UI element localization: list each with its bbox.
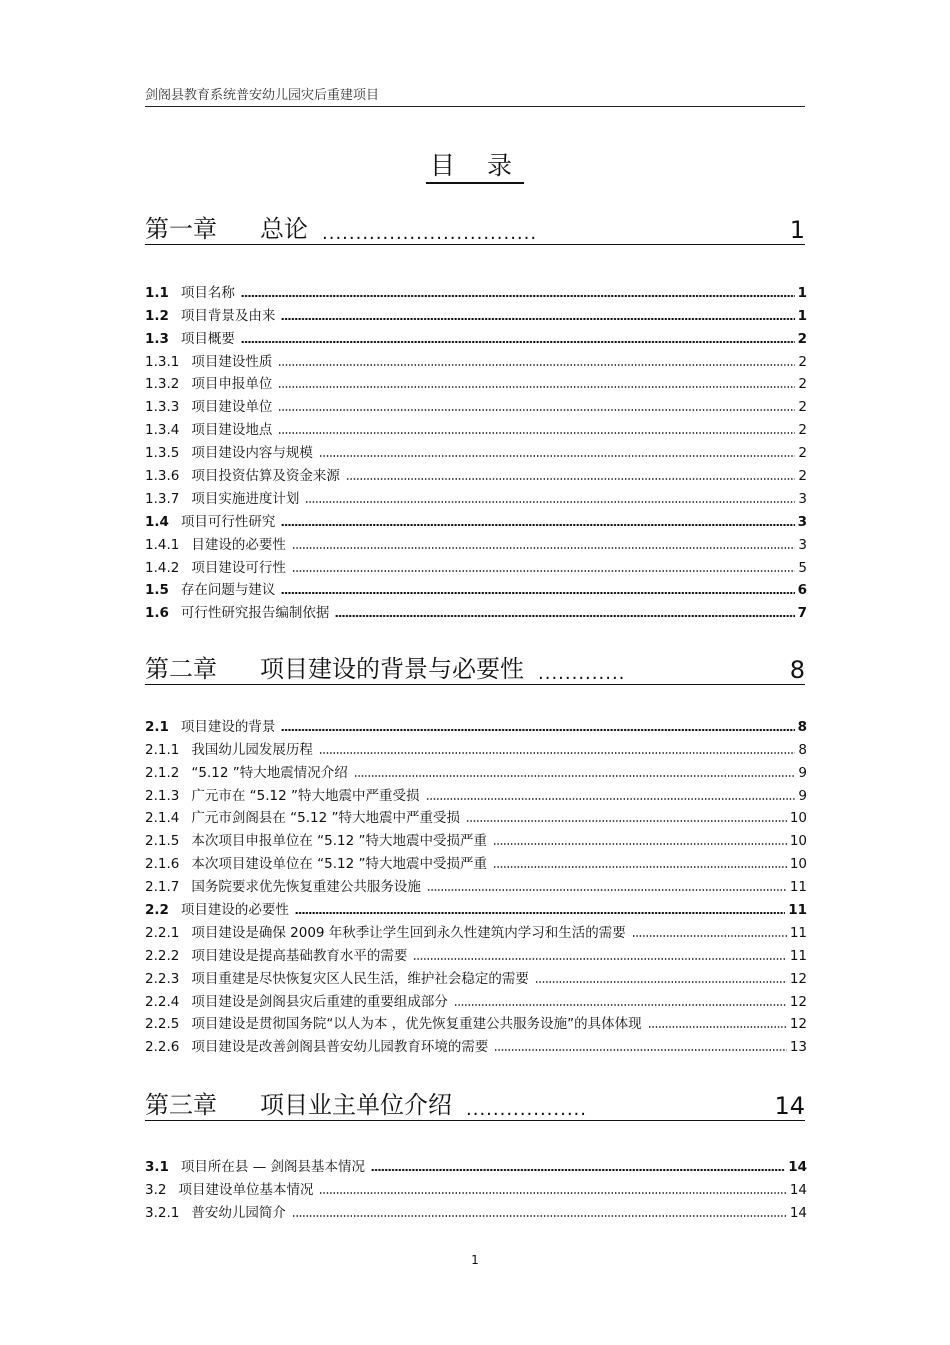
toc-entry-page: 9 bbox=[798, 787, 807, 804]
toc-entry-number: 2.1.1 bbox=[145, 741, 180, 758]
toc-entry[interactable] bbox=[145, 1198, 807, 1221]
toc-entry-number: 2.1.6 bbox=[145, 856, 180, 873]
toc-entry-title: 项目概要 bbox=[180, 330, 235, 347]
toc-entry-title: 我国幼儿园发展历程 bbox=[191, 741, 313, 758]
toc-entry[interactable] bbox=[145, 712, 807, 735]
toc-list bbox=[145, 278, 807, 621]
toc-leader bbox=[493, 843, 787, 845]
toc-leader bbox=[281, 592, 794, 594]
toc-leader bbox=[281, 729, 794, 731]
toc-entry[interactable] bbox=[145, 598, 807, 621]
toc-entry-number: 1.5 bbox=[145, 582, 169, 599]
toc-entry-title: 国务院要求优先恢复重建公共服务设施 bbox=[191, 879, 421, 896]
toc-entry-title: 项目实施进度计划 bbox=[191, 490, 300, 507]
toc-entry[interactable] bbox=[145, 1010, 807, 1033]
toc-entry-title: 项目建设是确保 2009 年秋季让学生回到永久性建筑内学习和生活的需要 bbox=[191, 924, 626, 941]
toc-entry-number: 1.3.2 bbox=[145, 376, 180, 393]
toc-entry[interactable] bbox=[145, 987, 807, 1010]
toc-entry-title: 项目建设是剑阁县灾后重建的重要组成部分 bbox=[191, 993, 448, 1010]
toc-entry-number: 3.2 bbox=[145, 1181, 167, 1198]
toc-leader bbox=[319, 752, 796, 754]
toc-leader bbox=[295, 912, 785, 914]
toc-entry-title: 项目重建是尽快恢复灾区人民生活，维护社会稳定的需要 bbox=[191, 970, 529, 987]
toc-leader bbox=[241, 295, 795, 297]
toc-leader bbox=[319, 1192, 786, 1194]
toc-entry-page: 5 bbox=[798, 559, 807, 576]
toc-entry-number: 2.1.2 bbox=[145, 764, 180, 781]
toc-entry-number: 3.1 bbox=[145, 1158, 169, 1175]
toc-leader bbox=[278, 432, 795, 434]
toc-entry[interactable] bbox=[145, 301, 807, 324]
toc-leader bbox=[648, 1026, 787, 1028]
toc-entry-page: 11 bbox=[789, 879, 807, 896]
toc-entry-page: 14 bbox=[788, 1158, 807, 1175]
chapter-number: 第二章 bbox=[145, 655, 217, 683]
toc-entry[interactable] bbox=[145, 849, 807, 872]
toc-entry-number: 1.3.6 bbox=[145, 468, 180, 485]
toc-entry-title: 项目可行性研究 bbox=[180, 513, 276, 530]
toc-leader bbox=[292, 570, 796, 572]
toc-entry-number: 1.6 bbox=[145, 605, 169, 622]
toc-entry-title: 项目建设单位基本情况 bbox=[178, 1181, 314, 1198]
toc-entry-page: 7 bbox=[797, 605, 807, 622]
toc-entry-page: 2 bbox=[798, 445, 807, 462]
toc-entry-title: 项目建设内容与规模 bbox=[191, 445, 313, 462]
toc-entry-number: 2.1.4 bbox=[145, 810, 180, 827]
toc-entry-title: 项目建设单位 bbox=[191, 399, 273, 416]
toc-entry-page: 6 bbox=[797, 582, 807, 599]
toc-entry-title: 普安幼儿园简介 bbox=[191, 1204, 286, 1221]
toc-entry[interactable] bbox=[145, 507, 807, 530]
toc-entry-page: 10 bbox=[789, 810, 807, 827]
toc-entry[interactable] bbox=[145, 324, 807, 347]
toc-entry-number: 3.2.1 bbox=[145, 1204, 180, 1221]
toc-entry[interactable] bbox=[145, 553, 807, 576]
toc-entry-number: 1.2 bbox=[145, 307, 169, 324]
toc-leader bbox=[413, 958, 786, 960]
chapter-heading[interactable] bbox=[145, 650, 805, 685]
toc-list bbox=[145, 1152, 807, 1221]
toc-entry-title: 项目建设地点 bbox=[191, 422, 273, 439]
toc-entry-number: 2.1.7 bbox=[145, 879, 180, 896]
toc-entry-page: 3 bbox=[798, 536, 807, 553]
toc-leader bbox=[346, 478, 796, 480]
toc-entry[interactable] bbox=[145, 826, 807, 849]
toc-entry-title: 本次项目建设单位在 “5.12 ”特大地震中受损严重 bbox=[191, 856, 487, 873]
toc-entry-number: 1.3.7 bbox=[145, 490, 180, 507]
toc-entry-number: 2.1.5 bbox=[145, 833, 180, 850]
toc-entry-page: 12 bbox=[789, 970, 807, 987]
toc-entry-title: 项目申报单位 bbox=[191, 376, 273, 393]
toc-leader bbox=[305, 501, 795, 503]
toc-leader bbox=[632, 935, 787, 937]
toc-entry-page: 8 bbox=[798, 741, 807, 758]
chapter-dots: ................................ bbox=[322, 223, 538, 244]
chapter-page: 14 bbox=[774, 1092, 805, 1120]
toc-entry[interactable] bbox=[145, 484, 807, 507]
toc-entry-page: 14 bbox=[789, 1181, 807, 1198]
toc-entry-page: 2 bbox=[798, 399, 807, 416]
chapter-heading[interactable] bbox=[145, 1086, 805, 1121]
toc-leader bbox=[319, 455, 796, 457]
toc-entry-title: 项目所在县 — 剑阁县基本情况 bbox=[180, 1158, 366, 1175]
toc-leader bbox=[292, 547, 796, 549]
toc-entry-number: 1.3 bbox=[145, 330, 169, 347]
toc-entry[interactable] bbox=[145, 804, 807, 827]
toc-entry-title: 项目建设性质 bbox=[191, 353, 273, 370]
toc-leader bbox=[278, 364, 795, 366]
toc-entry-title: 本次项目申报单位在 “5.12 ”特大地震中受损严重 bbox=[191, 833, 487, 850]
toc-entry-page: 12 bbox=[789, 1016, 807, 1033]
toc-entry-title: 项目名称 bbox=[180, 284, 235, 301]
toc-entry[interactable] bbox=[145, 735, 807, 758]
chapter-title: 项目建设的背景与必要性 bbox=[260, 655, 524, 683]
toc-entry-title: 项目建设的必要性 bbox=[180, 902, 289, 919]
toc-entry-title: 存在问题与建议 bbox=[180, 582, 276, 599]
toc-leader bbox=[493, 866, 787, 868]
toc-entry-page: 3 bbox=[798, 490, 807, 507]
toc-entry-page: 1 bbox=[797, 284, 807, 301]
toc-entry-page: 11 bbox=[789, 924, 807, 941]
toc-entry[interactable] bbox=[145, 758, 807, 781]
toc-entry-number: 2.2.2 bbox=[145, 947, 180, 964]
toc-title-wrap bbox=[0, 146, 950, 182]
toc-entry-title: 项目建设是贯彻国务院“以人为本 ，优先恢复重建公共服务设施”的具体体现 bbox=[191, 1016, 642, 1033]
toc-leader bbox=[335, 615, 794, 617]
toc-entry-page: 11 bbox=[789, 947, 807, 964]
toc-entry-number: 2.1 bbox=[145, 718, 169, 735]
toc-entry-title: 项目投资估算及资金来源 bbox=[191, 468, 340, 485]
toc-entry-number: 1.3.5 bbox=[145, 445, 180, 462]
toc-entry-page: 10 bbox=[789, 856, 807, 873]
toc-entry[interactable] bbox=[145, 438, 807, 461]
toc-leader bbox=[466, 820, 787, 822]
toc-entry-number: 2.2.5 bbox=[145, 1016, 180, 1033]
chapter-page: 1 bbox=[789, 216, 805, 244]
toc-entry-page: 2 bbox=[798, 353, 807, 370]
toc-entry-page: 10 bbox=[789, 833, 807, 850]
toc-entry-title: 广元市在 “5.12 ”特大地震中严重受损 bbox=[191, 787, 420, 804]
toc-entry-number: 1.4.1 bbox=[145, 536, 180, 553]
toc-entry-title: 可行性研究报告编制依据 bbox=[180, 605, 330, 622]
toc-entry[interactable] bbox=[145, 278, 807, 301]
toc-entry-title: 项目建设的背景 bbox=[180, 718, 276, 735]
toc-leader bbox=[278, 386, 795, 388]
chapter-dots: ............. bbox=[538, 663, 626, 684]
toc-title: 目 录 bbox=[426, 151, 524, 184]
toc-entry-number: 1.4 bbox=[145, 513, 169, 530]
chapter-number: 第三章 bbox=[145, 1091, 217, 1119]
toc-leader bbox=[281, 524, 794, 526]
toc-list bbox=[145, 712, 807, 1055]
toc-entry-page: 2 bbox=[798, 376, 807, 393]
toc-entry-title: 目建设的必要性 bbox=[191, 536, 286, 553]
toc-entry-number: 2.1.3 bbox=[145, 787, 180, 804]
toc-entry[interactable] bbox=[145, 530, 807, 553]
toc-entry-page: 2 bbox=[798, 468, 807, 485]
chapter-title: 项目业主单位介绍 bbox=[260, 1091, 452, 1119]
toc-entry[interactable] bbox=[145, 392, 807, 415]
toc-entry-number: 2.2 bbox=[145, 902, 169, 919]
toc-entry-number: 2.2.6 bbox=[145, 1039, 180, 1056]
toc-leader bbox=[427, 889, 787, 891]
toc-entry[interactable] bbox=[145, 347, 807, 370]
toc-entry[interactable] bbox=[145, 415, 807, 438]
toc-entry-number: 2.2.1 bbox=[145, 924, 180, 941]
toc-leader bbox=[426, 798, 796, 800]
toc-leader bbox=[354, 775, 796, 777]
toc-entry-number: 2.2.3 bbox=[145, 970, 180, 987]
toc-entry-number: 2.2.4 bbox=[145, 993, 180, 1010]
chapter-dots: .................. bbox=[466, 1099, 587, 1120]
toc-entry[interactable] bbox=[145, 576, 807, 599]
toc-leader bbox=[278, 409, 795, 411]
toc-entry[interactable] bbox=[145, 964, 807, 987]
toc-entry[interactable] bbox=[145, 941, 807, 964]
toc-entry-page: 2 bbox=[798, 422, 807, 439]
toc-entry-page: 3 bbox=[797, 513, 807, 530]
toc-entry-number: 1.4.2 bbox=[145, 559, 180, 576]
toc-leader bbox=[292, 1215, 787, 1217]
toc-entry[interactable] bbox=[145, 370, 807, 393]
toc-entry-title: 项目建设是提高基础教育水平的需要 bbox=[191, 947, 408, 964]
toc-entry[interactable] bbox=[145, 1175, 807, 1198]
toc-entry-page: 2 bbox=[797, 330, 807, 347]
toc-entry-title: 项目背景及由来 bbox=[180, 307, 276, 324]
toc-entry-page: 12 bbox=[789, 993, 807, 1010]
toc-entry-number: 1.3.4 bbox=[145, 422, 180, 439]
page-header: 剑阁县教育系统普安幼儿园灾后重建项目 bbox=[145, 84, 805, 107]
toc-entry-page: 11 bbox=[788, 902, 807, 919]
page-number: 1 bbox=[471, 1253, 479, 1267]
toc-entry[interactable] bbox=[145, 781, 807, 804]
toc-entry[interactable] bbox=[145, 461, 807, 484]
toc-entry-page: 13 bbox=[789, 1039, 807, 1056]
toc-entry[interactable] bbox=[145, 1032, 807, 1055]
toc-entry-number: 1.3.3 bbox=[145, 399, 180, 416]
toc-leader bbox=[281, 318, 794, 320]
toc-leader bbox=[371, 1169, 785, 1171]
toc-entry[interactable] bbox=[145, 895, 807, 918]
toc-entry[interactable] bbox=[145, 872, 807, 895]
toc-entry-page: 8 bbox=[797, 718, 807, 735]
toc-leader bbox=[494, 1049, 786, 1051]
chapter-page: 8 bbox=[789, 656, 805, 684]
toc-leader bbox=[241, 341, 795, 343]
toc-entry-number: 1.3.1 bbox=[145, 353, 180, 370]
chapter-title: 总论 bbox=[260, 215, 308, 243]
toc-entry-page: 14 bbox=[789, 1204, 807, 1221]
toc-entry-title: 项目建设是改善剑阁县普安幼儿园教育环境的需要 bbox=[191, 1039, 489, 1056]
toc-leader bbox=[454, 1004, 787, 1006]
toc-entry[interactable] bbox=[145, 1152, 807, 1175]
chapter-number: 第一章 bbox=[145, 215, 217, 243]
toc-entry-title: “5.12 ”特大地震情况介绍 bbox=[191, 764, 348, 781]
toc-entry-title: 广元市剑阁县在 “5.12 ”特大地震中严重受损 bbox=[191, 810, 460, 827]
toc-leader bbox=[535, 981, 787, 983]
toc-entry-page: 9 bbox=[798, 764, 807, 781]
toc-entry-number: 1.1 bbox=[145, 284, 169, 301]
chapter-heading[interactable] bbox=[145, 210, 805, 245]
toc-entry[interactable] bbox=[145, 918, 807, 941]
toc-entry-title: 项目建设可行性 bbox=[191, 559, 286, 576]
toc-entry-page: 1 bbox=[797, 307, 807, 324]
